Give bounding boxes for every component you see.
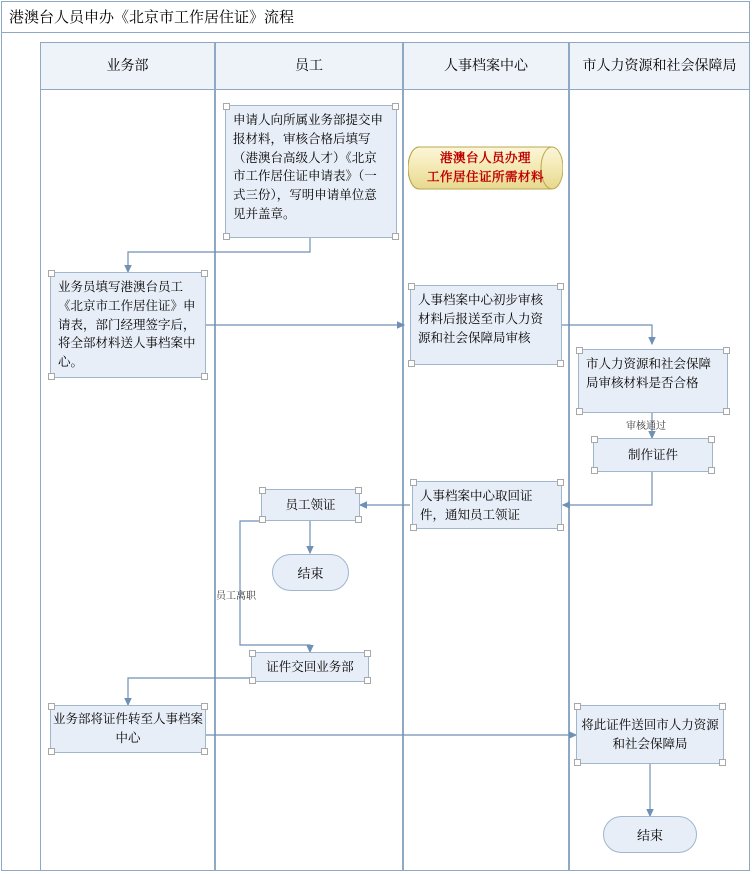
resize-handle[interactable] xyxy=(48,703,55,710)
node-end-2-label: 结束 xyxy=(636,828,663,843)
node-make-card[interactable] xyxy=(593,438,713,472)
resize-handle[interactable] xyxy=(48,373,55,380)
resize-handle[interactable] xyxy=(410,524,417,531)
resize-handle[interactable] xyxy=(223,103,230,110)
resize-handle[interactable] xyxy=(223,233,230,240)
node-bureau-review[interactable] xyxy=(578,349,728,413)
resize-handle[interactable] xyxy=(719,703,726,710)
node-end-1[interactable] xyxy=(272,554,349,591)
resize-handle[interactable] xyxy=(201,703,208,710)
node-archive-fetch-label: 人事档案中心取回证件，通知员工领证 xyxy=(420,489,533,522)
node-archive-fetch[interactable] xyxy=(412,481,562,529)
node-business-fill-label: 业务员填写港澳台员工《北京市工作居住证》申请表，部门经理签字后，将全部材料送人事档案中心。 xyxy=(58,280,196,369)
lane-header-archive-label: 人事档案中心 xyxy=(444,57,528,74)
resize-handle[interactable] xyxy=(557,524,564,531)
node-end-2[interactable] xyxy=(603,816,697,853)
resize-handle[interactable] xyxy=(576,347,583,354)
resize-handle[interactable] xyxy=(557,479,564,486)
node-employee-receive-label: 员工领证 xyxy=(285,497,336,512)
resize-handle[interactable] xyxy=(574,703,581,710)
resize-handle[interactable] xyxy=(259,487,266,494)
resize-handle[interactable] xyxy=(201,748,208,755)
node-business-transfer-label: 业务部将证件转至人事档案中心 xyxy=(53,712,204,745)
resize-handle[interactable] xyxy=(259,516,266,523)
resize-handle[interactable] xyxy=(48,270,55,277)
resize-handle[interactable] xyxy=(201,270,208,277)
resize-handle[interactable] xyxy=(708,436,715,443)
resize-handle[interactable] xyxy=(574,759,581,766)
lane-body-business xyxy=(40,90,215,871)
resize-handle[interactable] xyxy=(723,347,730,354)
node-business-fill[interactable] xyxy=(50,272,206,378)
node-bureau-review-label: 市人力资源和社会保障局审核材料是否合格 xyxy=(586,357,712,390)
resize-handle[interactable] xyxy=(719,759,726,766)
node-archive-review-label: 人事档案中心初步审核材料后报送至市人力资源和社会保障局审核 xyxy=(418,293,544,345)
resize-handle[interactable] xyxy=(392,233,399,240)
node-return-card[interactable] xyxy=(251,652,369,682)
node-archive-review[interactable] xyxy=(410,285,562,365)
resize-handle[interactable] xyxy=(249,677,256,684)
resize-handle[interactable] xyxy=(249,650,256,657)
resize-handle[interactable] xyxy=(408,283,415,290)
lane-header-employee xyxy=(215,42,403,90)
resize-handle[interactable] xyxy=(392,103,399,110)
resize-handle[interactable] xyxy=(410,479,417,486)
node-send-back-label: 将此证件送回市人力资源和社会保障局 xyxy=(581,717,719,751)
node-materials-label: 港澳台人员办理 工作居住证所需材料 xyxy=(426,151,544,184)
node-return-card-label: 证件交回业务部 xyxy=(266,659,354,674)
node-apply[interactable] xyxy=(225,105,397,238)
node-send-back[interactable] xyxy=(576,705,724,764)
resize-handle[interactable] xyxy=(48,748,55,755)
edge-label-approved: 审核通过 xyxy=(626,421,666,432)
resize-handle[interactable] xyxy=(591,436,598,443)
lane-header-business-label: 业务部 xyxy=(106,57,149,74)
resize-handle[interactable] xyxy=(591,467,598,474)
resize-handle[interactable] xyxy=(557,360,564,367)
node-employee-receive[interactable] xyxy=(261,489,360,521)
resize-handle[interactable] xyxy=(364,650,371,657)
node-make-card-label: 制作证件 xyxy=(627,447,678,462)
lane-header-archive xyxy=(403,42,569,90)
resize-handle[interactable] xyxy=(723,408,730,415)
resize-handle[interactable] xyxy=(364,677,371,684)
resize-handle[interactable] xyxy=(201,373,208,380)
node-business-transfer[interactable] xyxy=(50,705,206,753)
node-end-1-label: 结束 xyxy=(297,566,324,581)
resize-handle[interactable] xyxy=(355,516,362,523)
resize-handle[interactable] xyxy=(576,408,583,415)
resize-handle[interactable] xyxy=(708,467,715,474)
lane-header-bureau xyxy=(569,42,750,90)
lane-header-bureau-label: 市人力资源和社会保障局 xyxy=(582,57,737,74)
lane-header-business xyxy=(40,42,215,90)
edge-label-resign: 员工离职 xyxy=(216,591,256,602)
resize-handle[interactable] xyxy=(557,283,564,290)
page-title-text: 港澳台人员申办《北京市工作居住证》流程 xyxy=(9,9,295,26)
resize-handle[interactable] xyxy=(355,487,362,494)
node-materials-cylinder[interactable] xyxy=(408,137,563,199)
lane-header-employee-label: 员工 xyxy=(295,57,323,74)
page-title xyxy=(1,1,750,33)
resize-handle[interactable] xyxy=(408,360,415,367)
node-apply-label: 申请人向所属业务部提交申报材料，审核合格后填写（港澳台高级人才）《北京市工作居住证申请表》（一式三份），写明申请单位意见并盖章。 xyxy=(233,113,384,221)
